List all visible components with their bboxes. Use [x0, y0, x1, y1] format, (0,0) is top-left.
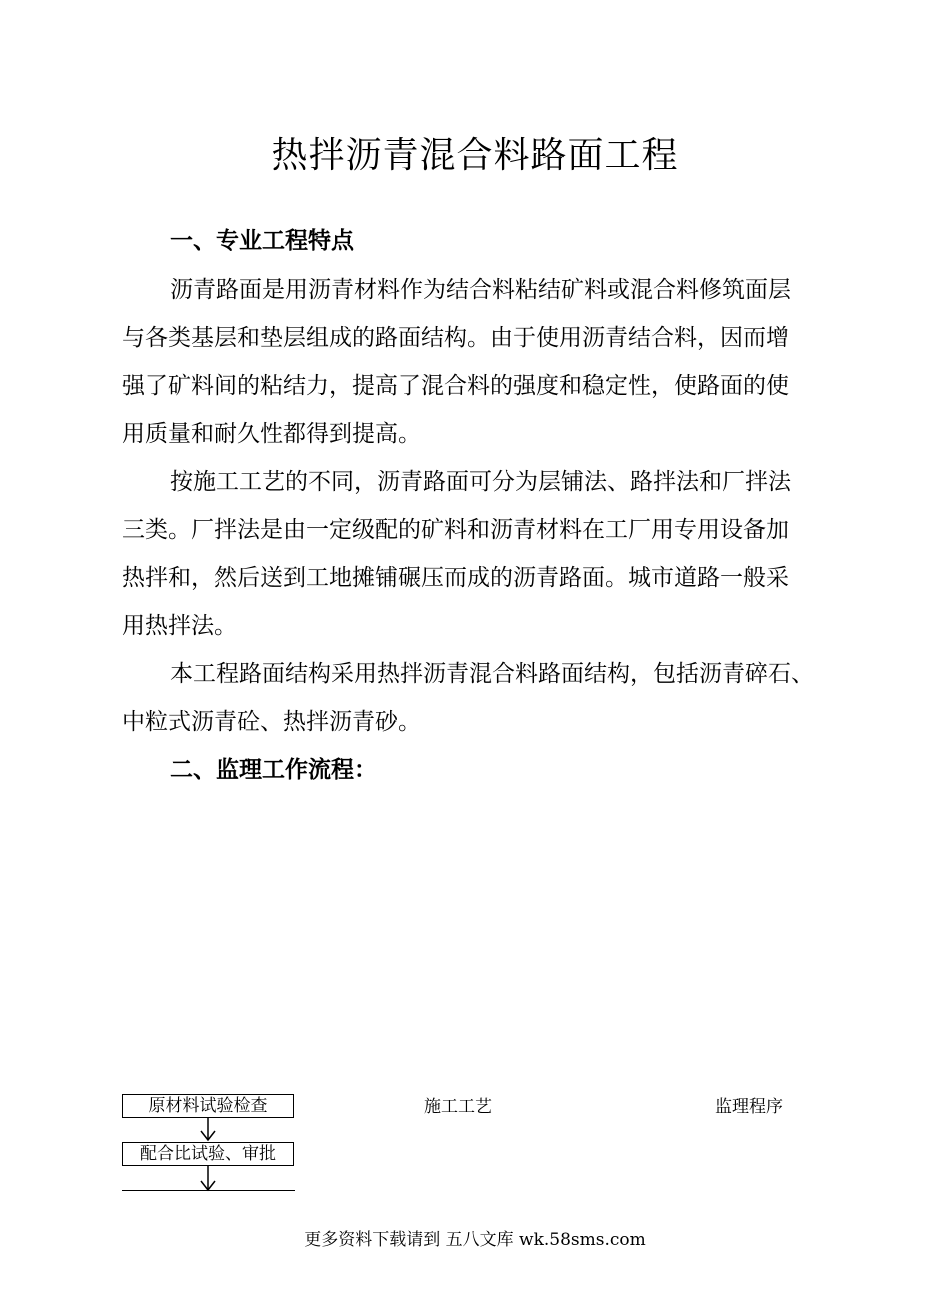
paragraph-line: 热拌和，然后送到工地摊铺碾压而成的沥青路面。城市道路一般采 — [122, 565, 789, 591]
paragraph-line: 与各类基层和垫层组成的路面结构。由于使用沥青结合料，因而增 — [122, 325, 789, 351]
paragraph-line: 沥青路面是用沥青材料作为结合料粘结矿料或混合料修筑面层 — [170, 277, 791, 303]
paragraph-line: 强了矿料间的粘结力，提高了混合料的强度和稳定性，使路面的使 — [122, 373, 789, 399]
paragraph-line: 用质量和耐久性都得到提高。 — [122, 421, 421, 447]
flow-arrow-icon — [198, 1166, 218, 1192]
paragraph-line: 用热拌法。 — [122, 613, 237, 639]
flowchart-step-material-testing: 原材料试验检查 — [122, 1094, 294, 1118]
flowchart-step-mix-design-approval: 配合比试验、审批 — [122, 1142, 294, 1166]
paragraph-line: 三类。厂拌法是由一定级配的矿料和沥青材料在工厂用专用设备加 — [122, 517, 789, 543]
flow-arrow-icon — [198, 1118, 218, 1142]
column-header-supervision-procedure: 监理程序 — [715, 1097, 783, 1117]
section-heading-characteristics: 一、专业工程特点 — [170, 227, 354, 254]
document-title: 热拌沥青混合料路面工程 — [271, 135, 679, 176]
footer-download-note: 更多资料下载请到 五八文库 wk.58sms.com — [304, 1230, 646, 1250]
paragraph-line: 按施工工艺的不同，沥青路面可分为层铺法、路拌法和厂拌法 — [170, 469, 791, 495]
paragraph-line: 本工程路面结构采用热拌沥青混合料路面结构，包括沥青碎石、 — [170, 661, 814, 687]
column-header-construction-process: 施工工艺 — [424, 1097, 492, 1117]
section-heading-workflow: 二、监理工作流程： — [170, 756, 377, 783]
paragraph-line: 中粒式沥青砼、热拌沥青砂。 — [122, 709, 421, 735]
flowchart-next-box-edge — [122, 1190, 295, 1191]
